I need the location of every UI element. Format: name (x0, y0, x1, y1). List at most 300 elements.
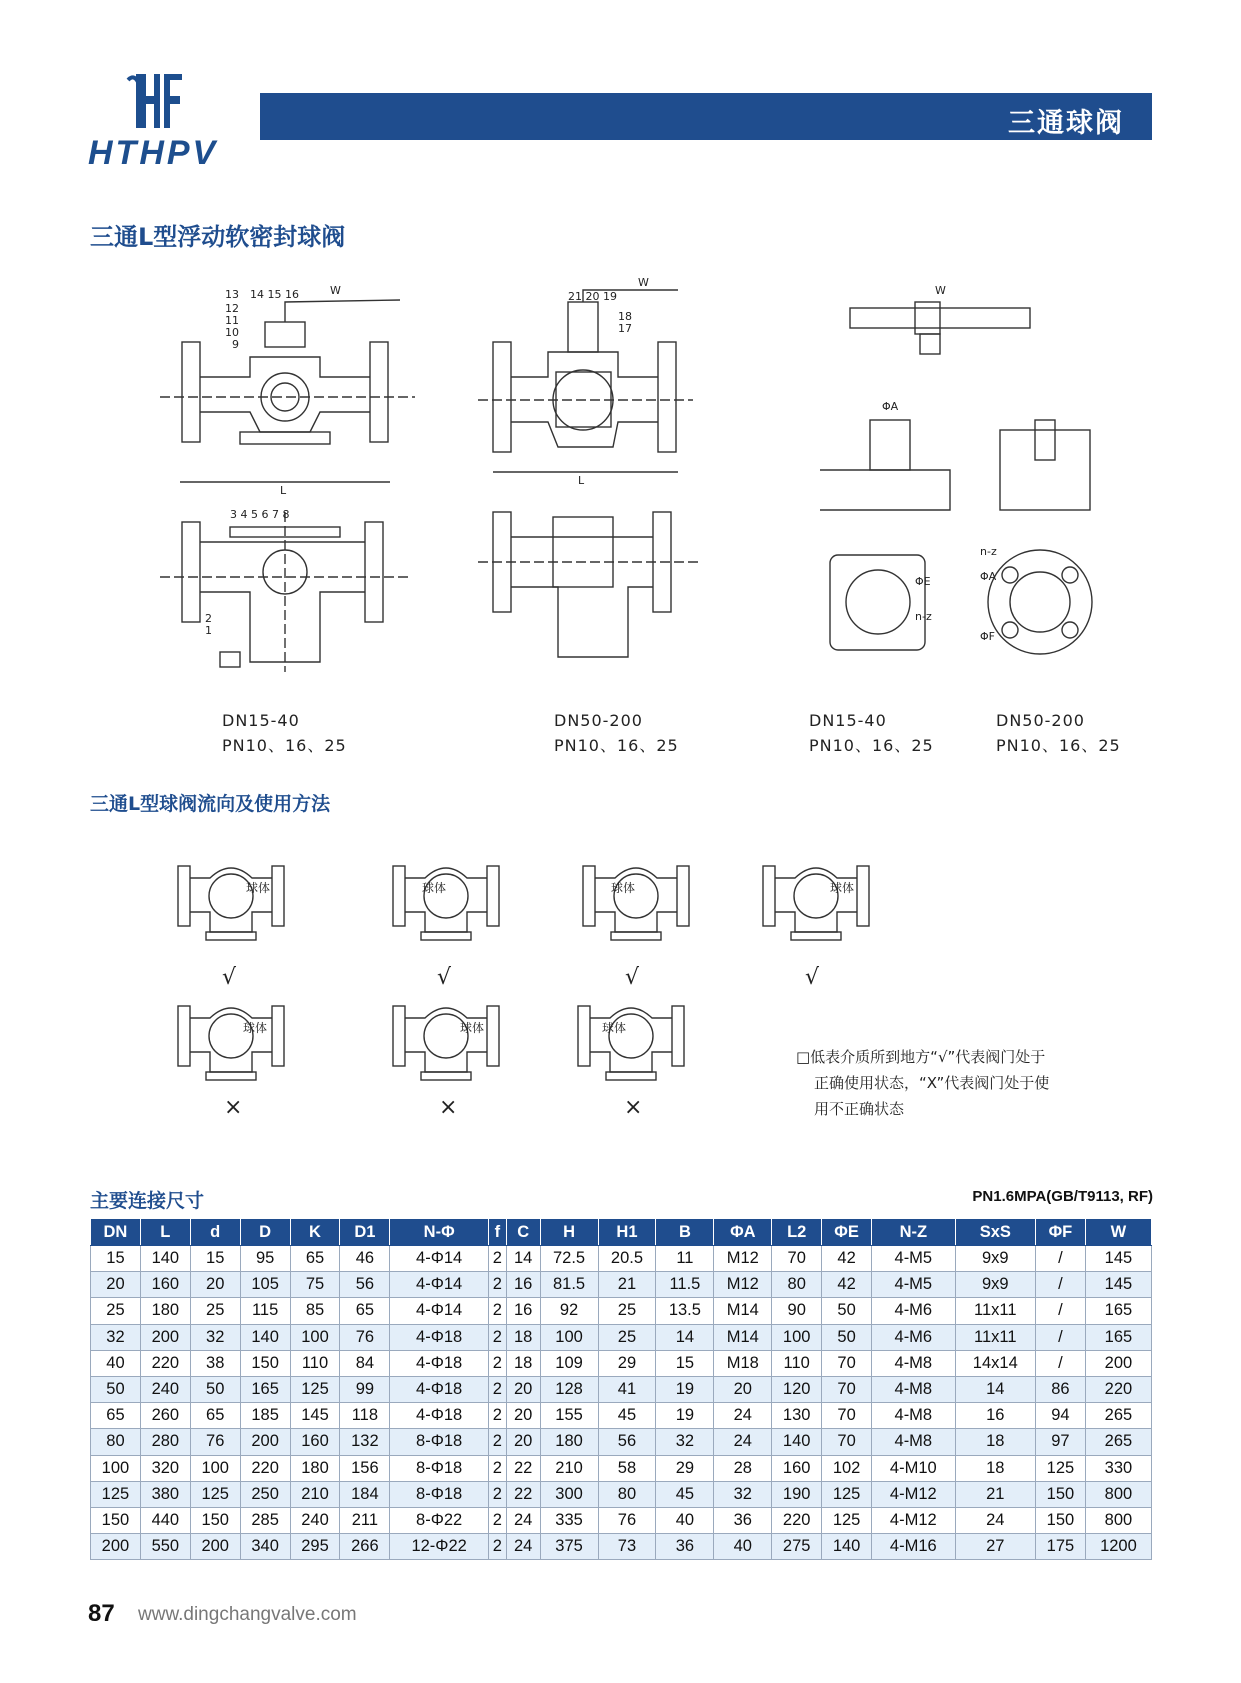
caption-dn: DN15-40 (222, 711, 300, 730)
table-cell: 2 (488, 1403, 506, 1429)
table-cell: 150 (240, 1350, 290, 1376)
table-cell: 285 (240, 1507, 290, 1533)
svg-text:11: 11 (225, 314, 239, 327)
table-cell: 12-Φ22 (390, 1534, 489, 1560)
table-row (91, 1429, 1152, 1455)
drawing-dn15-40 (140, 282, 430, 682)
table-cell: 550 (140, 1534, 190, 1560)
table-cell: 120 (772, 1376, 822, 1402)
column-header: SxS (955, 1219, 1035, 1246)
table-cell: 125 (822, 1481, 872, 1507)
svg-text:n-z: n-z (980, 545, 997, 558)
table-cell: 2 (488, 1507, 506, 1533)
table-cell: 18 (955, 1429, 1035, 1455)
table-cell: / (1035, 1246, 1085, 1272)
table-cell: 115 (240, 1298, 290, 1324)
table-cell: 50 (190, 1376, 240, 1402)
ball-label: 球体 (243, 1021, 268, 1035)
table-cell: 50 (822, 1298, 872, 1324)
table-cell: 4-Φ14 (390, 1298, 489, 1324)
table-cell: 20 (506, 1403, 540, 1429)
ball-label: 球体 (422, 881, 447, 895)
svg-text:17: 17 (618, 322, 632, 335)
table-cell: 86 (1035, 1376, 1085, 1402)
table-cell: / (1035, 1350, 1085, 1376)
page-number: 87 (88, 1600, 115, 1627)
table-cell: 800 (1085, 1481, 1151, 1507)
table-cell: 165 (240, 1376, 290, 1402)
table-cell: 11x11 (955, 1324, 1035, 1350)
table-cell: 56 (598, 1429, 656, 1455)
table-row (91, 1403, 1152, 1429)
table-cell: 102 (822, 1455, 872, 1481)
table-cell: 265 (1085, 1429, 1151, 1455)
table-cell: 100 (540, 1324, 598, 1350)
table-row (91, 1376, 1152, 1402)
table-cell: 1200 (1085, 1534, 1151, 1560)
table-cell: 40 (656, 1507, 714, 1533)
table-cell: 4-Φ18 (390, 1376, 489, 1402)
table-cell: 38 (190, 1350, 240, 1376)
table-cell: 11x11 (955, 1298, 1035, 1324)
table-cell: 100 (290, 1324, 340, 1350)
table-row (91, 1481, 1152, 1507)
caption-dn50-200 (554, 708, 679, 758)
legend-line: □低表介质所到地方“√”代表阀门处于 (796, 1048, 1046, 1066)
table-row (91, 1534, 1152, 1560)
table-cell: 24 (955, 1507, 1035, 1533)
table-cell: 22 (506, 1455, 540, 1481)
table-cell: 2 (488, 1324, 506, 1350)
table-cell: 24 (714, 1429, 772, 1455)
table-cell: 200 (91, 1534, 141, 1560)
caption-top-dn15-40 (809, 708, 934, 758)
table-cell: 21 (598, 1272, 656, 1298)
table-cell: 18 (506, 1350, 540, 1376)
table-row (91, 1272, 1152, 1298)
table-cell: 2 (488, 1455, 506, 1481)
pressure-standard-note: PN1.6MPA(GB/T9113, RF) (972, 1188, 1153, 1205)
table-row (91, 1350, 1152, 1376)
table-cell: 22 (506, 1481, 540, 1507)
table-cell: 14 (506, 1246, 540, 1272)
table-cell: 13.5 (656, 1298, 714, 1324)
table-cell: 140 (240, 1324, 290, 1350)
table-cell: 14x14 (955, 1350, 1035, 1376)
table-cell: 11 (656, 1246, 714, 1272)
table-cell: 185 (240, 1403, 290, 1429)
caption-pn: PN10、16、25 (996, 736, 1121, 755)
column-header: W (1085, 1219, 1151, 1246)
table-cell: M14 (714, 1298, 772, 1324)
caption-pn: PN10、16、25 (554, 736, 679, 755)
table-cell: 19 (656, 1403, 714, 1429)
table-cell: 32 (714, 1481, 772, 1507)
svg-text:21 20 19: 21 20 19 (568, 290, 617, 303)
table-cell: 29 (656, 1455, 714, 1481)
column-header: f (488, 1219, 506, 1246)
table-cell: 25 (598, 1298, 656, 1324)
svg-text:L: L (578, 474, 585, 487)
table-cell: 4-M6 (872, 1298, 956, 1324)
table-cell: 2 (488, 1534, 506, 1560)
table-cell: 211 (340, 1507, 390, 1533)
table-cell: 65 (290, 1246, 340, 1272)
table-cell: 100 (190, 1455, 240, 1481)
table-cell: 99 (340, 1376, 390, 1402)
table-cell: 130 (772, 1403, 822, 1429)
table-cell: 200 (240, 1429, 290, 1455)
correct-mark: √ (805, 965, 820, 990)
table-cell: / (1035, 1298, 1085, 1324)
flow-diagrams (170, 860, 900, 1120)
table-cell: 25 (91, 1298, 141, 1324)
column-header: L2 (772, 1219, 822, 1246)
table-cell: 24 (506, 1507, 540, 1533)
table-cell: 335 (540, 1507, 598, 1533)
table-cell: 4-Φ18 (390, 1350, 489, 1376)
table-cell: 200 (140, 1324, 190, 1350)
column-header: C (506, 1219, 540, 1246)
table-cell: 275 (772, 1534, 822, 1560)
caption-top-dn50-200 (996, 708, 1121, 758)
table-cell: 125 (1035, 1455, 1085, 1481)
table-cell: 150 (1035, 1507, 1085, 1533)
table-cell: 65 (340, 1298, 390, 1324)
table-cell: 2 (488, 1376, 506, 1402)
table-cell: 160 (772, 1455, 822, 1481)
ball-label: 球体 (460, 1021, 485, 1035)
column-header: N-Z (872, 1219, 956, 1246)
table-cell: 16 (506, 1298, 540, 1324)
table-cell: 4-M6 (872, 1324, 956, 1350)
table-cell: 70 (822, 1376, 872, 1402)
table-row (91, 1507, 1152, 1533)
table-cell: 145 (290, 1403, 340, 1429)
table-cell: 132 (340, 1429, 390, 1455)
table-cell: 24 (506, 1534, 540, 1560)
column-header: D (240, 1219, 290, 1246)
correct-mark: √ (437, 965, 452, 990)
table-cell: 140 (772, 1429, 822, 1455)
svg-text:14 15 16: 14 15 16 (250, 288, 299, 301)
table-cell: 266 (340, 1534, 390, 1560)
table-cell: 73 (598, 1534, 656, 1560)
table-cell: 125 (91, 1481, 141, 1507)
table-cell: 4-M16 (872, 1534, 956, 1560)
table-cell: 24 (714, 1403, 772, 1429)
table-cell: 20 (190, 1272, 240, 1298)
table-cell: 125 (290, 1376, 340, 1402)
column-header: K (290, 1219, 340, 1246)
column-header: ΦE (822, 1219, 872, 1246)
table-row (91, 1324, 1152, 1350)
table-header-row (91, 1219, 1152, 1246)
table-cell: 145 (1085, 1246, 1151, 1272)
svg-text:L: L (280, 484, 287, 497)
table-cell: 155 (540, 1403, 598, 1429)
table-cell: M12 (714, 1272, 772, 1298)
table-cell: 16 (506, 1272, 540, 1298)
table-cell: 300 (540, 1481, 598, 1507)
table-cell: 140 (822, 1534, 872, 1560)
table-cell: 32 (190, 1324, 240, 1350)
table-cell: 380 (140, 1481, 190, 1507)
table-cell: 150 (91, 1507, 141, 1533)
table-cell: 2 (488, 1429, 506, 1455)
ball-label: 球体 (611, 881, 636, 895)
table-row (91, 1246, 1152, 1272)
ball-label: 球体 (830, 881, 855, 895)
svg-text:n-z: n-z (915, 610, 932, 623)
table-cell: 240 (290, 1507, 340, 1533)
svg-text:12: 12 (225, 302, 239, 315)
table-cell: 20 (506, 1429, 540, 1455)
dimensions-table (90, 1218, 1152, 1560)
table-cell: 140 (140, 1246, 190, 1272)
table-cell: 145 (1085, 1272, 1151, 1298)
caption-dn: DN50-200 (996, 711, 1085, 730)
table-cell: 200 (190, 1534, 240, 1560)
table-cell: 72.5 (540, 1246, 598, 1272)
table-cell: 8-Φ22 (390, 1507, 489, 1533)
table-cell: 190 (772, 1481, 822, 1507)
table-cell: 2 (488, 1481, 506, 1507)
table-cell: 46 (340, 1246, 390, 1272)
table-cell: 220 (1085, 1376, 1151, 1402)
svg-text:2: 2 (205, 612, 212, 625)
table-cell: 9x9 (955, 1246, 1035, 1272)
table-cell: 80 (91, 1429, 141, 1455)
table-cell: 11.5 (656, 1272, 714, 1298)
table-cell: 175 (1035, 1534, 1085, 1560)
legend-line: 正确使用状态，“X”代表阀门处于使 (814, 1074, 1050, 1092)
table-cell: 80 (598, 1481, 656, 1507)
svg-text:W: W (935, 284, 946, 297)
table-cell: 105 (240, 1272, 290, 1298)
table-cell: 220 (772, 1507, 822, 1533)
column-header: D1 (340, 1219, 390, 1246)
table-cell: 150 (1035, 1481, 1085, 1507)
svg-text:ΦE: ΦE (915, 575, 931, 588)
table-cell: 265 (1085, 1403, 1151, 1429)
table-cell: 2 (488, 1272, 506, 1298)
table-cell: 14 (955, 1376, 1035, 1402)
section-title-flow: 三通L型球阀流向及使用方法 (90, 793, 331, 815)
svg-text:9: 9 (232, 338, 239, 351)
table-cell: 40 (714, 1534, 772, 1560)
table-cell: 8-Φ18 (390, 1481, 489, 1507)
table-cell: 4-M8 (872, 1350, 956, 1376)
section-title-dimensions: 主要连接尺寸 (90, 1190, 205, 1212)
table-cell: 29 (598, 1350, 656, 1376)
table-cell: 32 (656, 1429, 714, 1455)
table-cell: 15 (190, 1246, 240, 1272)
table-cell: 375 (540, 1534, 598, 1560)
table-cell: 58 (598, 1455, 656, 1481)
table-cell: 2 (488, 1246, 506, 1272)
table-cell: 45 (598, 1403, 656, 1429)
table-cell: 56 (340, 1272, 390, 1298)
svg-text:W: W (330, 284, 341, 297)
table-cell: 180 (140, 1298, 190, 1324)
table-cell: M18 (714, 1350, 772, 1376)
website-link[interactable]: www.dingchangvalve.com (138, 1604, 357, 1625)
wrong-mark: × (624, 1095, 643, 1120)
svg-text:18: 18 (618, 310, 632, 323)
ball-label: 球体 (246, 881, 271, 895)
table-cell: 4-M12 (872, 1481, 956, 1507)
table-cell: 27 (955, 1534, 1035, 1560)
table-cell: 100 (772, 1324, 822, 1350)
table-cell: 97 (1035, 1429, 1085, 1455)
table-cell: / (1035, 1324, 1085, 1350)
column-header: H (540, 1219, 598, 1246)
wrong-mark: × (224, 1095, 243, 1120)
drawing-dn50-200 (478, 272, 738, 682)
table-cell: 65 (190, 1403, 240, 1429)
table-cell: 200 (1085, 1350, 1151, 1376)
table-cell: 4-M10 (872, 1455, 956, 1481)
table-cell: 4-Φ18 (390, 1324, 489, 1350)
legend-line: 用不正确状态 (814, 1100, 905, 1118)
table-cell: 18 (506, 1324, 540, 1350)
column-header: H1 (598, 1219, 656, 1246)
svg-text:ΦA: ΦA (980, 570, 997, 583)
caption-pn: PN10、16、25 (222, 736, 347, 755)
table-cell: 70 (822, 1429, 872, 1455)
table-cell: 800 (1085, 1507, 1151, 1533)
table-cell: 280 (140, 1429, 190, 1455)
column-header: N-Φ (390, 1219, 489, 1246)
table-cell: 76 (340, 1324, 390, 1350)
table-cell: 85 (290, 1298, 340, 1324)
section-title-valve: 三通L型浮动软密封球阀 (90, 223, 346, 251)
table-cell: 125 (822, 1507, 872, 1533)
caption-dn15-40 (222, 708, 347, 758)
table-cell: 76 (598, 1507, 656, 1533)
correct-mark: √ (222, 965, 237, 990)
table-cell: 4-M8 (872, 1403, 956, 1429)
table-cell: 25 (190, 1298, 240, 1324)
caption-pn: PN10、16、25 (809, 736, 934, 755)
logo-mark-icon (124, 70, 194, 132)
svg-text:3 4 5 6 7 8: 3 4 5 6 7 8 (230, 508, 290, 521)
column-header: B (656, 1219, 714, 1246)
page-title: 三通球阀 (1008, 108, 1124, 139)
table-cell: 110 (290, 1350, 340, 1376)
table-cell: 28 (714, 1455, 772, 1481)
table-cell: 295 (290, 1534, 340, 1560)
table-cell: 42 (822, 1246, 872, 1272)
table-cell: 20 (506, 1376, 540, 1402)
table-cell: 70 (772, 1246, 822, 1272)
table-cell: 36 (714, 1507, 772, 1533)
table-cell: 250 (240, 1481, 290, 1507)
table-cell: 32 (91, 1324, 141, 1350)
table-cell: 92 (540, 1298, 598, 1324)
column-header: ΦF (1035, 1219, 1085, 1246)
table-cell: 40 (91, 1350, 141, 1376)
svg-text:W: W (638, 276, 649, 289)
table-cell: 210 (540, 1455, 598, 1481)
table-cell: 76 (190, 1429, 240, 1455)
table-cell: 18 (955, 1455, 1035, 1481)
table-cell: 41 (598, 1376, 656, 1402)
table-cell: 180 (540, 1429, 598, 1455)
table-cell: 4-M12 (872, 1507, 956, 1533)
table-row (91, 1298, 1152, 1324)
table-cell: 160 (140, 1272, 190, 1298)
table-cell: / (1035, 1272, 1085, 1298)
ball-label: 球体 (602, 1021, 627, 1035)
table-cell: 340 (240, 1534, 290, 1560)
title-banner (260, 93, 1152, 140)
table-cell: 4-Φ14 (390, 1272, 489, 1298)
table-cell: 94 (1035, 1403, 1085, 1429)
table-cell: 36 (656, 1534, 714, 1560)
table-cell: 330 (1085, 1455, 1151, 1481)
table-cell: 150 (190, 1507, 240, 1533)
table-cell: 4-M8 (872, 1429, 956, 1455)
wrong-mark: × (439, 1095, 458, 1120)
column-header: ΦA (714, 1219, 772, 1246)
table-cell: 165 (1085, 1324, 1151, 1350)
table-cell: 4-M5 (872, 1272, 956, 1298)
table-cell: 109 (540, 1350, 598, 1376)
logo-text: HTHPV (88, 134, 219, 172)
table-cell: 260 (140, 1403, 190, 1429)
table-cell: 70 (822, 1403, 872, 1429)
table-cell: 128 (540, 1376, 598, 1402)
table-row (91, 1455, 1152, 1481)
svg-text:ΦA: ΦA (882, 400, 899, 413)
table-cell: 80 (772, 1272, 822, 1298)
table-cell: 220 (240, 1455, 290, 1481)
table-cell: 70 (822, 1350, 872, 1376)
table-cell: M14 (714, 1324, 772, 1350)
table-cell: 19 (656, 1376, 714, 1402)
table-cell: 14 (656, 1324, 714, 1350)
table-cell: 15 (91, 1246, 141, 1272)
table-cell: 9x9 (955, 1272, 1035, 1298)
column-header: DN (91, 1219, 141, 1246)
table-cell: 180 (290, 1455, 340, 1481)
svg-text:13: 13 (225, 288, 239, 301)
table-cell: 156 (340, 1455, 390, 1481)
table-cell: 4-Φ14 (390, 1246, 489, 1272)
table-cell: 2 (488, 1298, 506, 1324)
table-cell: 45 (656, 1481, 714, 1507)
table-cell: 16 (955, 1403, 1035, 1429)
table-cell: 65 (91, 1403, 141, 1429)
table-cell: 50 (91, 1376, 141, 1402)
svg-text:1: 1 (205, 624, 212, 637)
table-cell: 90 (772, 1298, 822, 1324)
table-cell: 21 (955, 1481, 1035, 1507)
table-cell: 118 (340, 1403, 390, 1429)
table-cell: 165 (1085, 1298, 1151, 1324)
table-cell: 20 (714, 1376, 772, 1402)
table-cell: 4-Φ18 (390, 1403, 489, 1429)
table-cell: 20.5 (598, 1246, 656, 1272)
table-cell: 240 (140, 1376, 190, 1402)
flow-legend (796, 1044, 1126, 1122)
column-header: L (140, 1219, 190, 1246)
column-header: d (190, 1219, 240, 1246)
table-cell: 125 (190, 1481, 240, 1507)
caption-dn: DN50-200 (554, 711, 643, 730)
